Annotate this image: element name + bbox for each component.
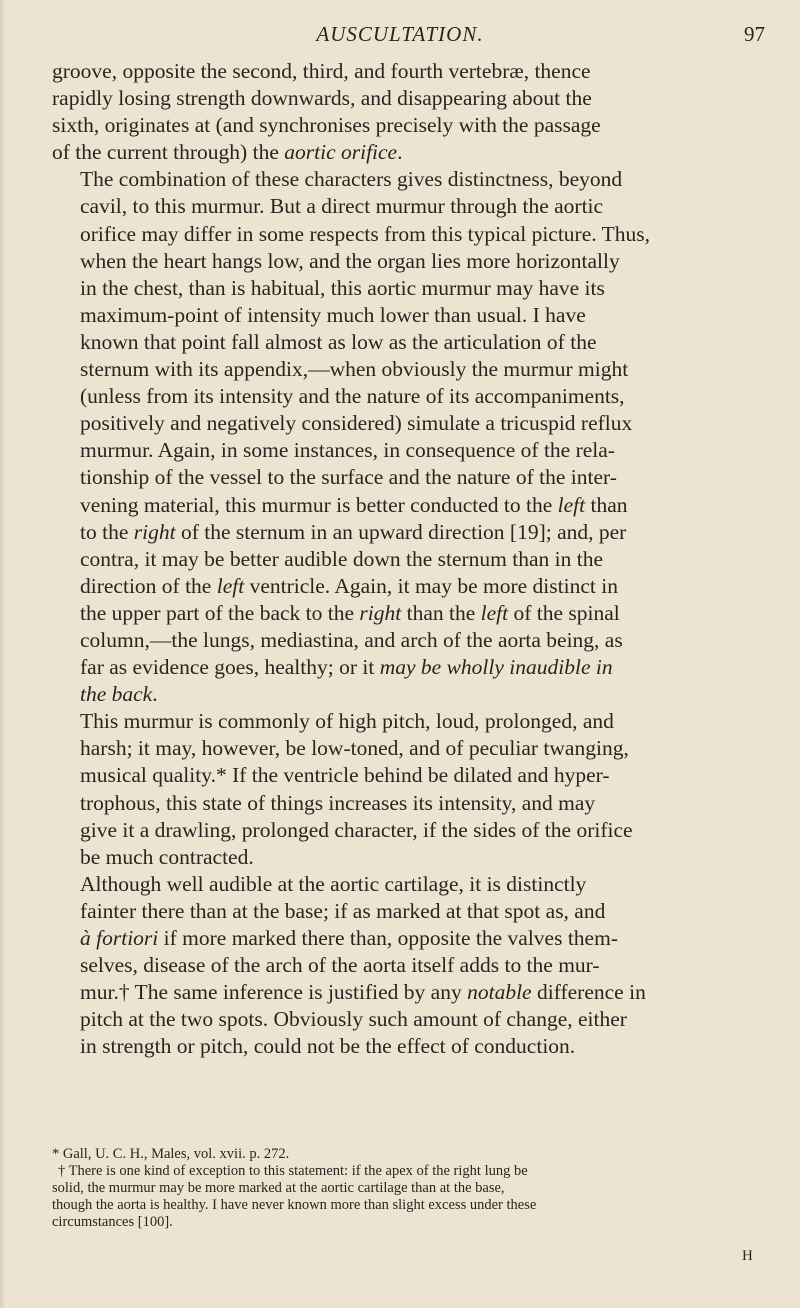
text-line: à fortiori if more marked there than, opposite the valves them-	[80, 926, 618, 950]
paragraph	[52, 166, 764, 708]
text-line: mur.† The same inference is justified by any notable difference in	[80, 980, 646, 1005]
text-line: (unless from its intensity and the nature of its accompaniments,	[80, 384, 625, 409]
text-line: contra, it may be better audible down the sternum than in the	[80, 546, 604, 571]
text-line: murmur. Again, in some instances, in consequence of the rela-	[80, 438, 615, 463]
text-line: of the current through) the aortic orifice.	[52, 140, 403, 165]
text-line: in the chest, than is habitual, this aortic murmur may have its	[80, 275, 605, 300]
text-line: column,—the lungs, mediastina, and arch of the aorta being, as	[80, 627, 623, 652]
page-number: 97	[744, 22, 765, 46]
paragraph	[52, 708, 764, 871]
footnote: † There is one kind of exception to this statement: if the apex of the right lung be	[58, 1163, 528, 1179]
text-line: known that point fall almost as low as the articulation of the	[80, 329, 597, 354]
footnote: solid, the murmur may be more marked at the aortic cartilage than at the base,	[52, 1180, 505, 1196]
page-binding-shadow	[0, 0, 6, 1308]
text-line: orifice may differ in some respects from this typical picture. Thus,	[80, 221, 650, 246]
text-line: be much contracted.	[80, 844, 254, 869]
text-line: far as evidence goes, healthy; or it may be wholly inaudible in	[80, 655, 613, 680]
running-head: AUSCULTATION.	[316, 22, 484, 46]
footnote: * Gall, U. C. H., Males, vol. xvii. p. 272.	[52, 1146, 290, 1162]
footnote: circumstances [100].	[52, 1214, 173, 1230]
text-line: rapidly losing strength downwards, and disappearing about the	[52, 86, 592, 111]
footnotes	[52, 1146, 764, 1231]
text-line: pitch at the two spots. Obviously such amount of change, either	[80, 1007, 627, 1032]
text-line: direction of the left ventricle. Again, it may be more distinct in	[80, 573, 618, 598]
body-text	[52, 58, 764, 1060]
text-line: sixth, originates at (and synchronises precisely with the passage	[52, 113, 601, 138]
text-line: Although well audible at the aortic cartilage, it is distinctly	[80, 871, 587, 896]
text-line: tionship of the vessel to the surface and the nature of the inter-	[80, 465, 617, 490]
text-line: the back.	[80, 682, 158, 707]
text-line: musical quality.* If the ventricle behind be dilated and hyper-	[80, 763, 610, 788]
text-line: sternum with its appendix,—when obviously the murmur might	[80, 357, 629, 382]
signature-mark: H	[742, 1248, 753, 1264]
text-line: give it a drawling, prolonged character, if the sides of the orifice	[80, 817, 633, 842]
text-line: harsh; it may, however, be low-toned, and of peculiar twanging,	[80, 736, 629, 761]
text-line: cavil, to this murmur. But a direct murmur through the aortic	[80, 194, 604, 219]
text-line: the upper part of the back to the right than the left of the spinal	[80, 600, 620, 625]
text-line: in strength or pitch, could not be the effect of conduction.	[80, 1034, 576, 1059]
text-line: selves, disease of the arch of the aorta itself adds to the mur-	[80, 953, 600, 978]
paragraph	[52, 58, 764, 166]
text-line: groove, opposite the second, third, and fourth vertebræ, thence	[52, 59, 591, 83]
text-line: to the right of the sternum in an upward direction [19]; and, per	[80, 519, 627, 544]
text-line: vening material, this murmur is better conducted to the left than	[80, 492, 628, 517]
text-line: The combination of these characters gives distinctness, beyond	[80, 167, 623, 192]
paragraph	[52, 871, 764, 1061]
footnote: though the aorta is healthy. I have never known more than slight excess under these	[52, 1197, 537, 1213]
text-line: trophous, this state of things increases its intensity, and may	[80, 790, 596, 815]
text-line: positively and negatively considered) simulate a tricuspid reflux	[80, 411, 633, 436]
text-line: fainter there than at the base; if as marked at that spot as, and	[80, 898, 606, 923]
text-line: maximum-point of intensity much lower than usual. I have	[80, 302, 586, 327]
text-line: This murmur is commonly of high pitch, loud, prolonged, and	[80, 709, 614, 734]
text-line: when the heart hangs low, and the organ lies more horizontally	[80, 248, 620, 273]
